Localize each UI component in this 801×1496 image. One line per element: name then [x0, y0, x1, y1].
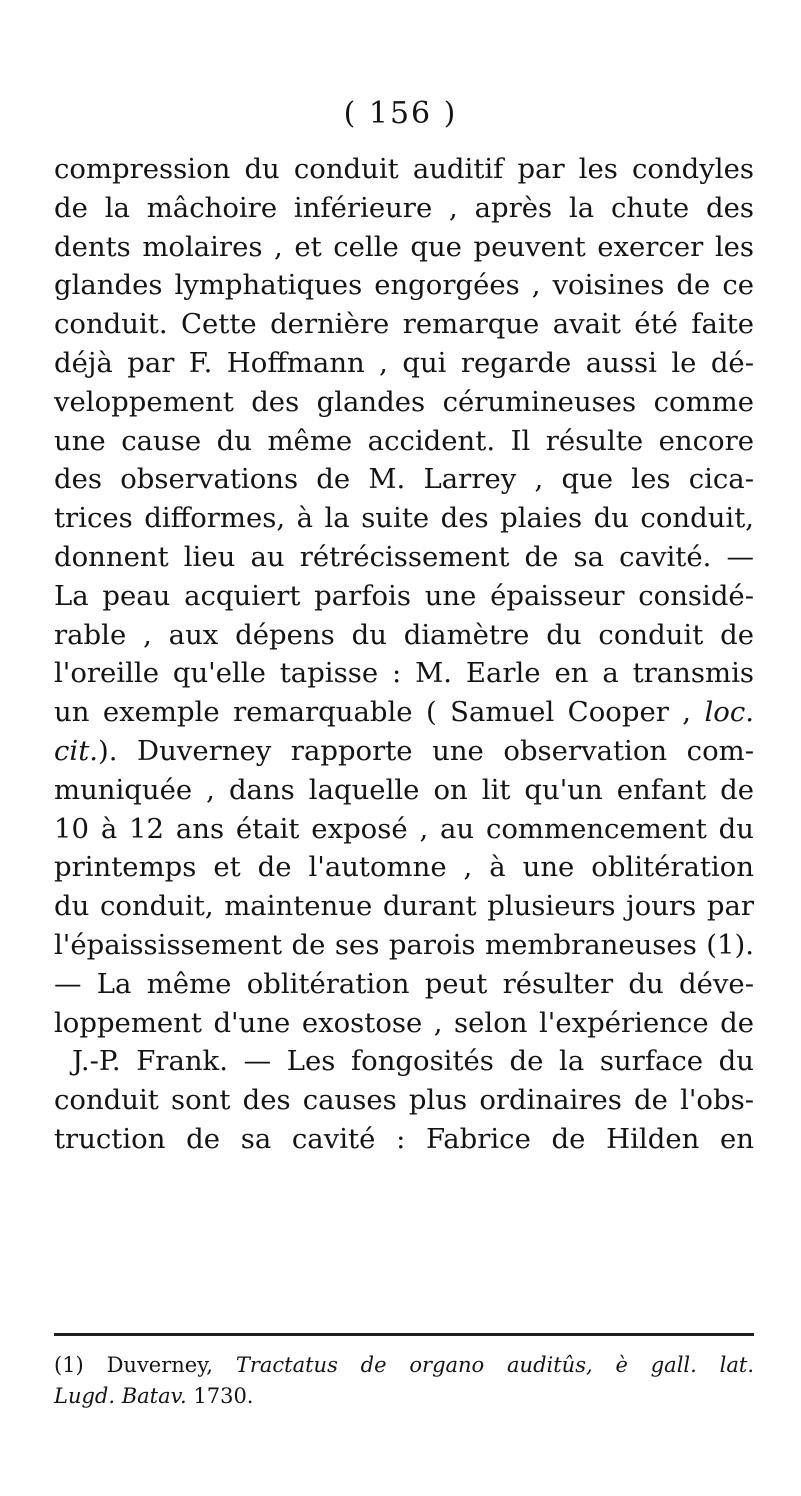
italic-citation: loc.	[704, 696, 754, 729]
text-line: veloppement des glandes cérumineuses comme	[54, 385, 754, 418]
text-line: La peau acquiert parfois une épaisseur considé-	[54, 579, 754, 612]
footnote-place: Lugd. Batav.	[54, 1384, 187, 1408]
text-line: de la mâchoire inférieure , après la chute des	[54, 191, 754, 224]
text-line: 10 à 12 ans était exposé , au commencement du	[54, 812, 754, 845]
footnote-line	[54, 1350, 754, 1381]
footnote-title: Tractatus de organo auditûs, è gall. lat.	[235, 1353, 754, 1377]
text-line: printemps et de l'automne , à une oblitération	[54, 851, 754, 884]
footnote-line	[54, 1381, 754, 1412]
text-line: l'oreille qu'elle tapisse : M. Earle en a transmis	[54, 657, 754, 690]
text-line: glandes lymphatiques engorgées , voisines de ce	[54, 269, 754, 302]
text-line: loppement d'une exostose , selon l'expérience de	[54, 1006, 754, 1039]
text-line: trices difformes, à la suite des plaies du conduit,	[54, 502, 754, 535]
footnote	[54, 1350, 754, 1412]
text-line: déjà par F. Hoffmann , qui regarde aussi le dé-	[54, 346, 754, 379]
text-line: muniquée , dans laquelle on lit qu'un enfant de	[54, 773, 754, 806]
text-line	[54, 693, 754, 732]
text-segment: ). Duverney rapporte une observation com-	[98, 734, 754, 767]
body-text	[54, 150, 754, 1159]
text-line: truction de sa cavité : Fabrice de Hilden en	[54, 1122, 754, 1155]
text-line: conduit sont des causes plus ordinaires de l'obs-	[54, 1084, 754, 1117]
text-line: donnent lieu au rétrécissement de sa cavité. —	[54, 540, 754, 573]
italic-citation: cit.	[54, 734, 98, 767]
text-line: — La même oblitération peut résulter du déve-	[54, 967, 754, 1000]
text-line: rable , aux dépens du diamètre du conduit de	[54, 618, 754, 651]
text-line: conduit. Cette dernière remarque avait été faite	[54, 308, 754, 341]
text-line: compression du conduit auditif par les condyles	[54, 153, 754, 185]
text-line: du conduit, maintenue durant plusieurs jours par	[54, 890, 754, 923]
text-line: des observations de M. Larrey , que les cica-	[54, 463, 754, 496]
footnote-divider	[54, 1333, 754, 1336]
text-line: J.-P. Frank. — Les fongosités de la surface du	[72, 1045, 754, 1078]
text-line: une cause du même accident. Il résulte encore	[54, 424, 754, 457]
text-line: dents molaires , et celle que peuvent exercer les	[54, 230, 754, 263]
footnote-marker: (1) Duverney,	[54, 1353, 213, 1377]
page-number: ( 156 )	[343, 96, 458, 131]
text-line: l'épaississement de ses parois membraneuses (1).	[54, 928, 754, 961]
text-line	[54, 732, 754, 771]
text-segment: un exemple remarquable ( Samuel Cooper ,	[54, 696, 692, 729]
footnote-year: 1730.	[193, 1384, 254, 1408]
